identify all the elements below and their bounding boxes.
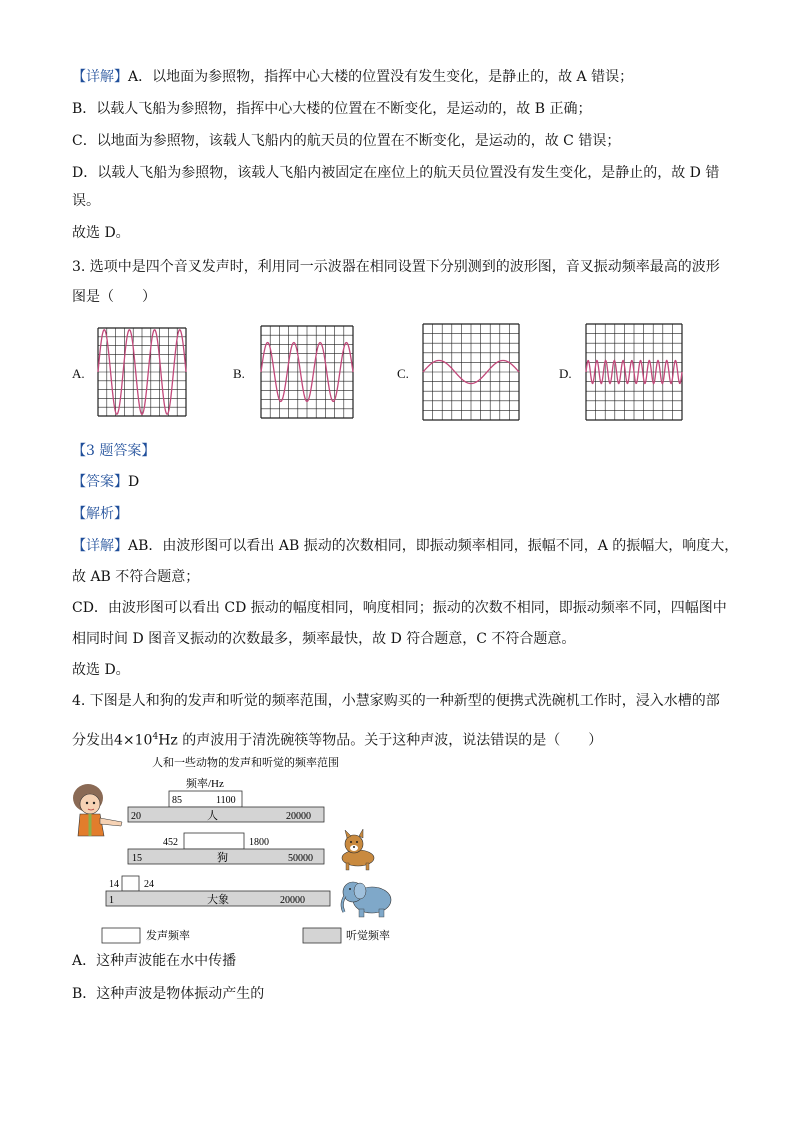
stem-text: 分发出 [72, 732, 114, 749]
q3-detail-line2: 故 AB 不符合题意； [72, 569, 200, 585]
q3-detail-line3: CD．由波形图可以看出 CD 振动的幅度相同，响度相同；振动的次数不相同，即振动频率不同，四幅图中 [72, 600, 727, 616]
elephant-label: 大象 [207, 894, 229, 906]
q3-option-b-label: B. [233, 366, 245, 381]
legend-hear-swatch [303, 928, 341, 943]
detail-tag: 【详解】 [72, 69, 128, 85]
girl-icon [73, 784, 122, 836]
answer-value: D [128, 474, 140, 490]
q2-detail-text1: A．以地面为参照物，指挥中心大楼的位置没有发生变化，是静止的，故 A 错误； [128, 69, 634, 85]
figure-title: 人和一些动物的发声和听觉的频率范围 [152, 757, 339, 769]
q4-option-a: A．这种声波能在水中传播 [72, 953, 237, 969]
q3-option-a-label: A. [72, 366, 85, 381]
q3-answer-header: 【3 题答案】 [72, 443, 156, 459]
dog-voice-bar [184, 833, 244, 849]
q2-detail-line5: 误。 [72, 193, 100, 209]
human-label: 人 [207, 810, 218, 822]
q3-detail-text1: AB．由波形图可以看出 AB 振动的次数相同，即振动频率相同，振幅不同，A 的振幅大，响度大， [128, 538, 739, 554]
q3-detail-line1 [72, 537, 738, 555]
elephant-voice-bar [122, 876, 139, 891]
waveform-d-graph [586, 324, 682, 420]
human-hear-low: 20 [131, 811, 141, 822]
answer-tag: 【答案】 [72, 474, 128, 490]
q3-option-d-label: D. [559, 366, 572, 381]
elephant-voice-high: 24 [144, 879, 154, 890]
q3-answer-line [72, 473, 139, 491]
figure-unit: 频率/Hz [186, 778, 224, 790]
q3-stem-line1: 3. 选项中是四个音叉发声时，利用同一示波器在相同设置下分别测到的波形图，音叉振动频率最高的波形 [72, 259, 720, 275]
q4-option-b: B．这种声波是物体振动产生的 [72, 986, 265, 1002]
q2-detail-line1 [72, 68, 633, 86]
legend-hear-label: 听觉频率 [346, 930, 390, 942]
frequency-exponent: 4 [152, 732, 159, 742]
legend-voice-swatch [102, 928, 140, 943]
dog-label: 狗 [217, 852, 228, 864]
q3-choose: 故选 D。 [72, 662, 130, 678]
waveform-a-graph [98, 328, 186, 416]
q3-analysis-header: 【解析】 [72, 506, 128, 522]
human-voice-high: 1100 [216, 795, 236, 806]
waveform-b-graph [261, 326, 353, 418]
dog-hear-high: 50000 [288, 853, 313, 864]
q3-detail-line4: 相同时间 D 图音叉振动的次数最多，频率最快，故 D 符合题意，C 不符合题意。 [72, 631, 576, 647]
frequency-value: 4×10 [114, 732, 153, 749]
q2-choose: 故选 D。 [72, 225, 130, 241]
dog-icon [342, 829, 374, 870]
dog-voice-high: 1800 [249, 837, 269, 848]
oscilloscope-grid [261, 326, 353, 418]
q2-detail-line2: B．以载人飞船为参照物，指挥中心大楼的位置在不断变化，是运动的，故 B 正确； [72, 101, 592, 117]
elephant-icon [342, 882, 391, 917]
elephant-hear-high: 20000 [280, 895, 305, 906]
q3-option-c-label: C. [397, 366, 409, 381]
q2-detail-line3: C．以地面为参照物，该载人飞船内的航天员的位置在不断变化，是运动的，故 C 错误； [72, 133, 621, 149]
q3-stem-line2: 图是（ ） [72, 289, 156, 305]
waveform-c-graph [423, 324, 519, 420]
frequency-range-figure [66, 752, 406, 948]
elephant-hear-low: 1 [109, 895, 114, 906]
oscilloscope-grid [423, 324, 519, 420]
q2-detail-line4: D．以载人飞船为参照物，该载人飞船内被固定在座位上的航天员位置没有发生变化，是静止的，故 D 错 [72, 165, 720, 181]
q4-stem-line2 [72, 728, 602, 750]
detail-tag: 【详解】 [72, 538, 128, 554]
dog-voice-low: 452 [163, 837, 178, 848]
elephant-voice-low: 14 [109, 879, 119, 890]
stem-text: Hz 的声波用于清洗碗筷等物品。关于这种声波，说法错误的是（ ） [158, 732, 603, 749]
human-hear-high: 20000 [286, 811, 311, 822]
human-voice-low: 85 [172, 795, 182, 806]
dog-hear-low: 15 [132, 853, 142, 864]
legend-voice-label: 发声频率 [146, 930, 190, 942]
q4-stem-line1: 4. 下图是人和狗的发声和听觉的频率范围，小慧家购买的一种新型的便携式洗碗机工作时，浸入水槽的部 [72, 693, 720, 709]
